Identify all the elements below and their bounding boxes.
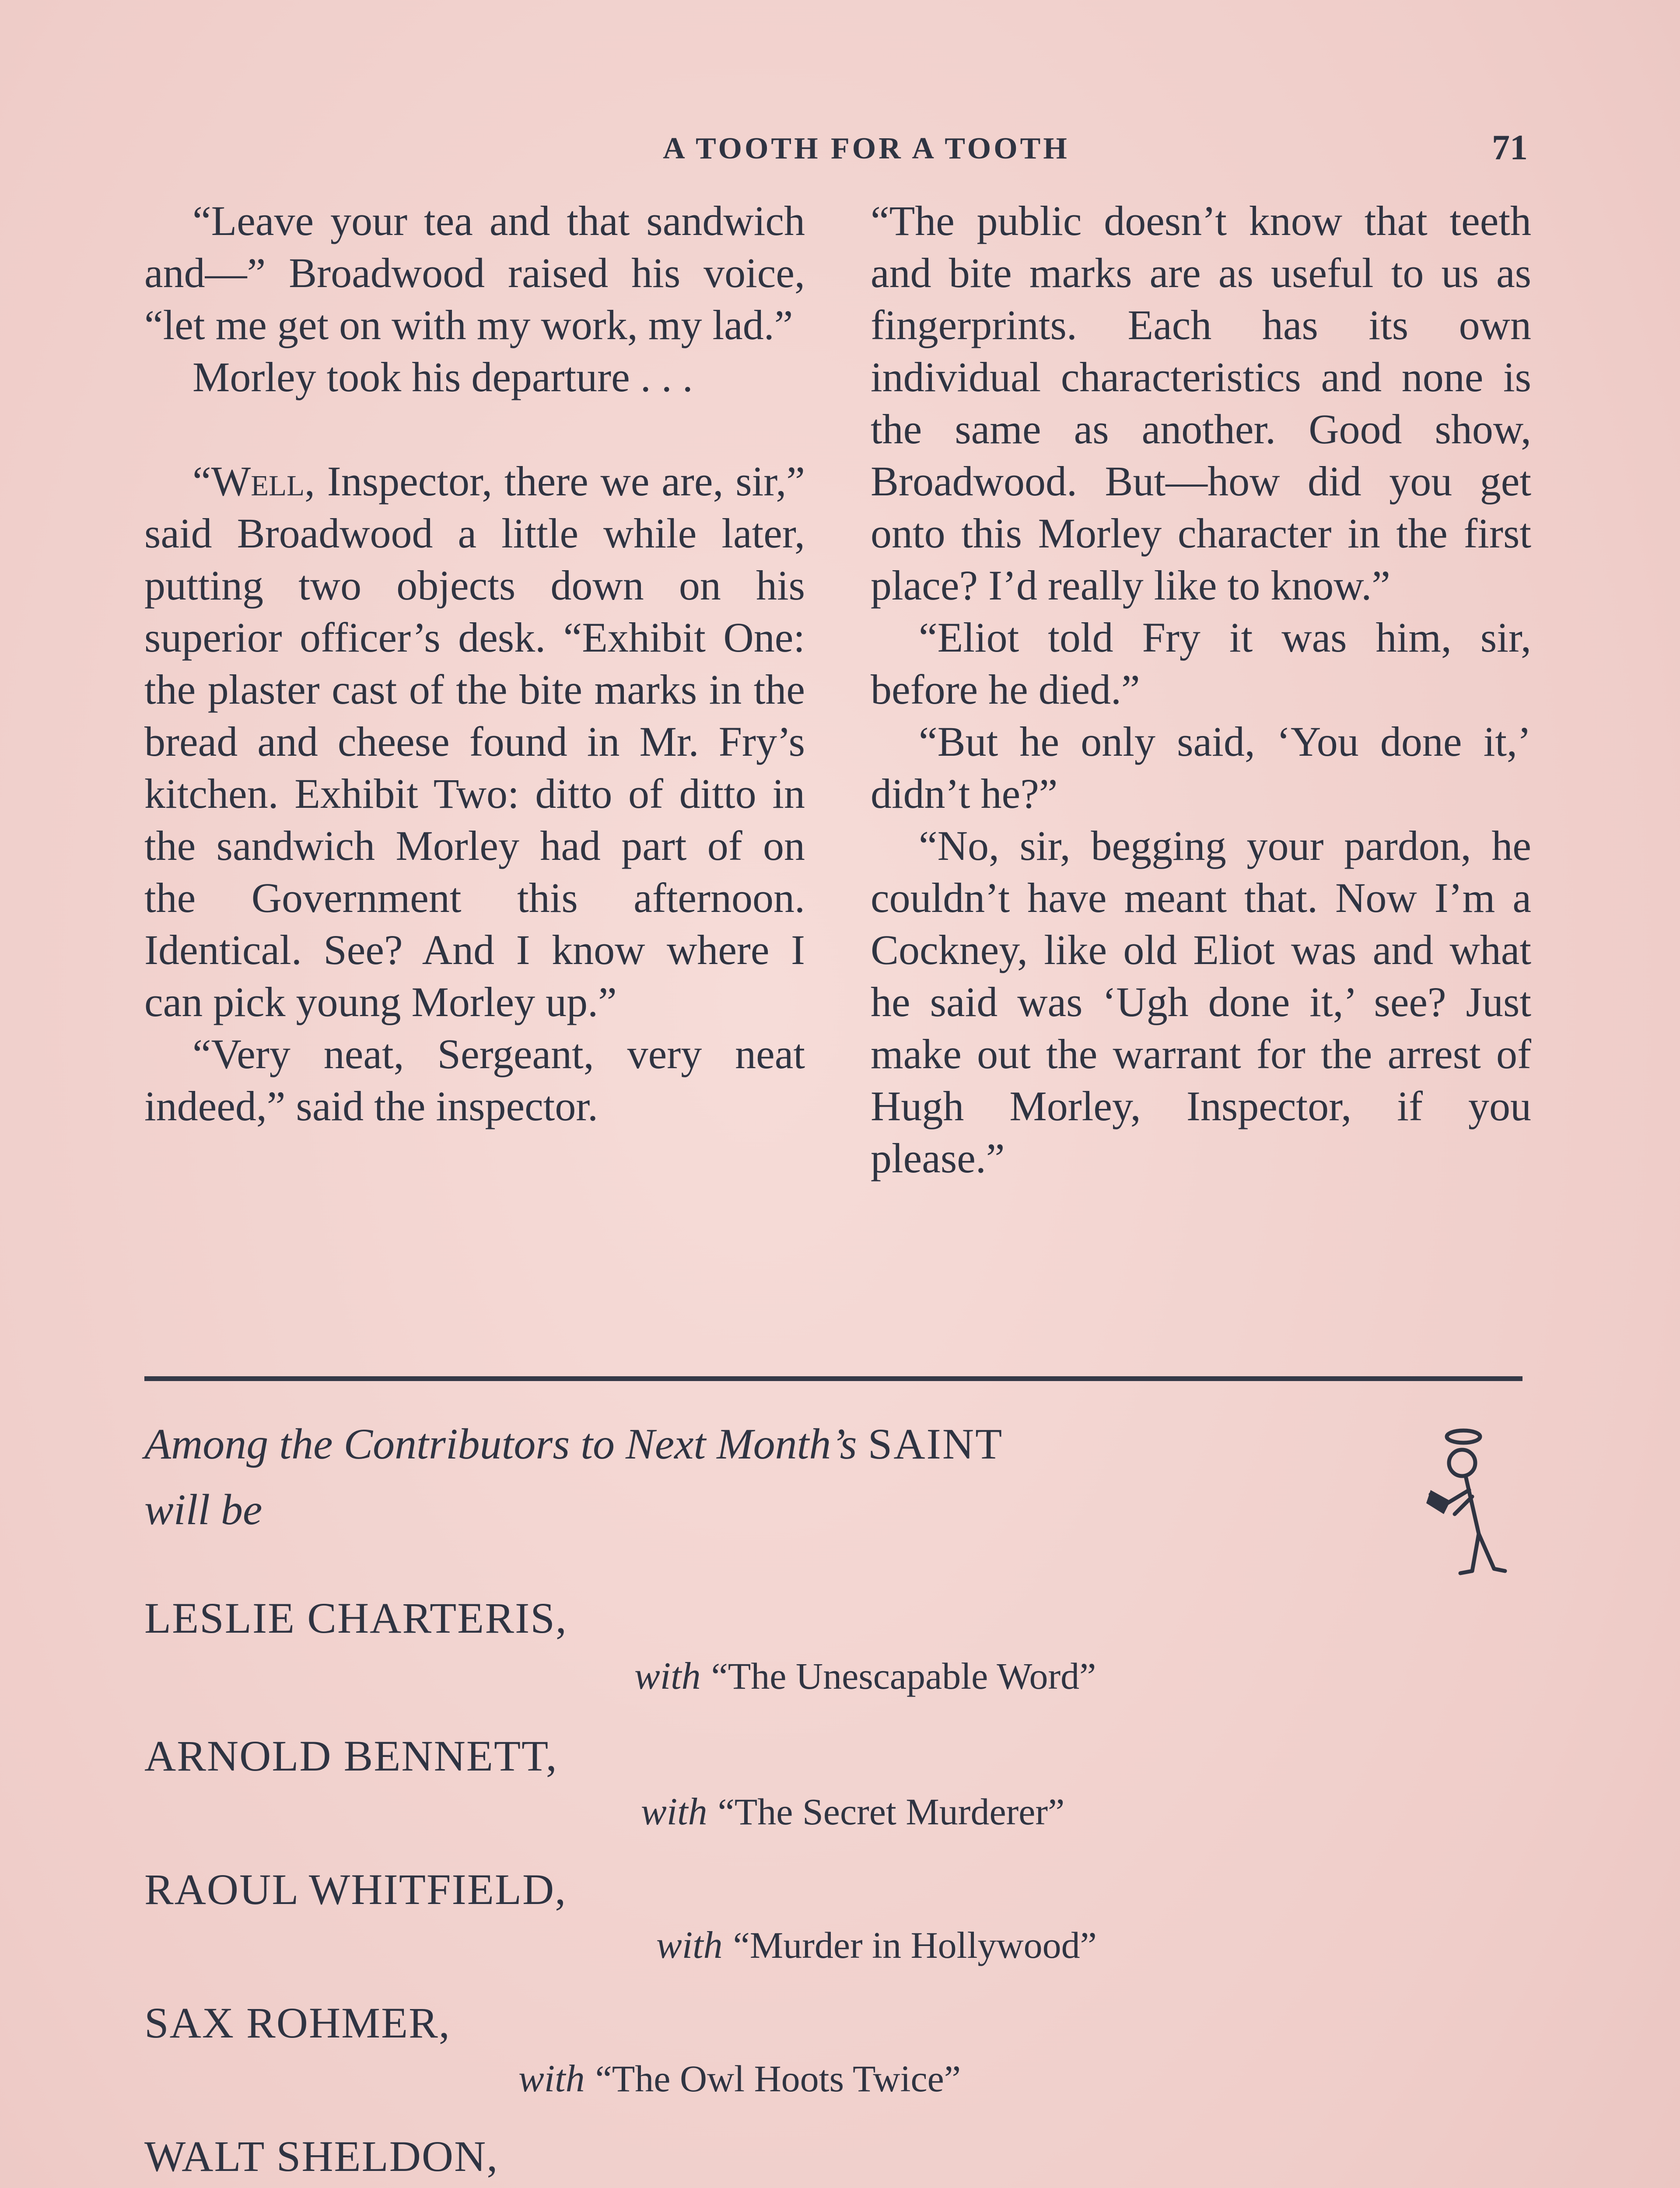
divider-rule [144,1376,1522,1381]
with-label: with [641,1791,707,1833]
contributor-name: SAX ROHMER, [144,1999,451,2047]
left-column [144,195,805,1132]
paragraph: “Very neat, Sergeant, very neat indeed,” said the inspector. [144,1031,805,1129]
contributor-story [518,2057,961,2101]
paragraph-text: Inspector, there we are, sir,” said Broadwood a little while later, putting two objects down on his superior officer’s desk. “Exhibit One: the plaster cast of the bite marks in the bread and cheese found in Mr. Fry’s kitchen. Exhibit Two: ditto of ditto in the sandwich Morley had part of on the Government this afternoon. Identical. See? And I know where I can pick young Morley up.” [144,458,805,1025]
contributor-name: WALT SHELDON, [144,2132,499,2181]
running-title: A TOOTH FOR A TOOTH [663,132,1070,165]
contributor-name: RAOUL WHITFIELD, [144,1865,567,1914]
paragraph: “No, sir, begging your pardon, he couldn’t have meant that. Now I’m a Cockney, like old Eliot was and what he said was ‘Ugh done it,’ see? Just make out the warrant for the arrest of Hugh Morley, Inspector, if you please.” [871,822,1531,1182]
story-title: “The Owl Hoots Twice” [595,2058,961,2100]
paragraph: “But he only said, ‘You done it,’ didn’t he?” [871,718,1531,817]
announcement-intro [144,1411,1238,1543]
contributor-name: ARNOLD BENNETT, [144,1732,558,1780]
with-label: with [656,1924,723,1967]
drop-word: “Well, [192,458,315,505]
intro-prefix: Among the Contributors to Next Month’s [144,1420,857,1468]
saint-stick-figure-icon [1413,1424,1518,1582]
intro-suffix: will be [144,1485,262,1534]
contributor-name: LESLIE CHARTERIS, [144,1594,567,1642]
contributor-story [656,1923,1097,1967]
contributor-story [634,1654,1096,1698]
intro-saint: SAINT [868,1420,1004,1468]
paragraph [144,455,805,1028]
paragraph: “Eliot told Fry it was him, sir, before he died.” [871,614,1531,713]
paragraph: “The public doesn’t know that teeth and bite marks are as useful to us as fingerprints. Each has its own individual characteristics and none is the same as another. Good show, Broadwood. But—how did you get onto this Morley character in the first place? I’d really like to know.” [871,197,1531,609]
with-label: with [634,1655,701,1697]
story-title: “The Secret Murderer” [718,1791,1065,1833]
paragraph: Morley took his departure . . . [192,354,693,400]
page-number: 71 [1492,127,1528,167]
paragraph: “Leave your tea and that sandwich and—” Broadwood raised his voice, “let me get on with my work, my lad.” [144,197,805,348]
contributor-story [641,1790,1064,1834]
story-title: “Murder in Hollywood” [733,1924,1097,1966]
right-column [871,195,1531,1184]
with-label: with [518,2058,585,2100]
section-break [144,403,805,455]
story-title: “The Unescapable Word” [711,1655,1096,1697]
